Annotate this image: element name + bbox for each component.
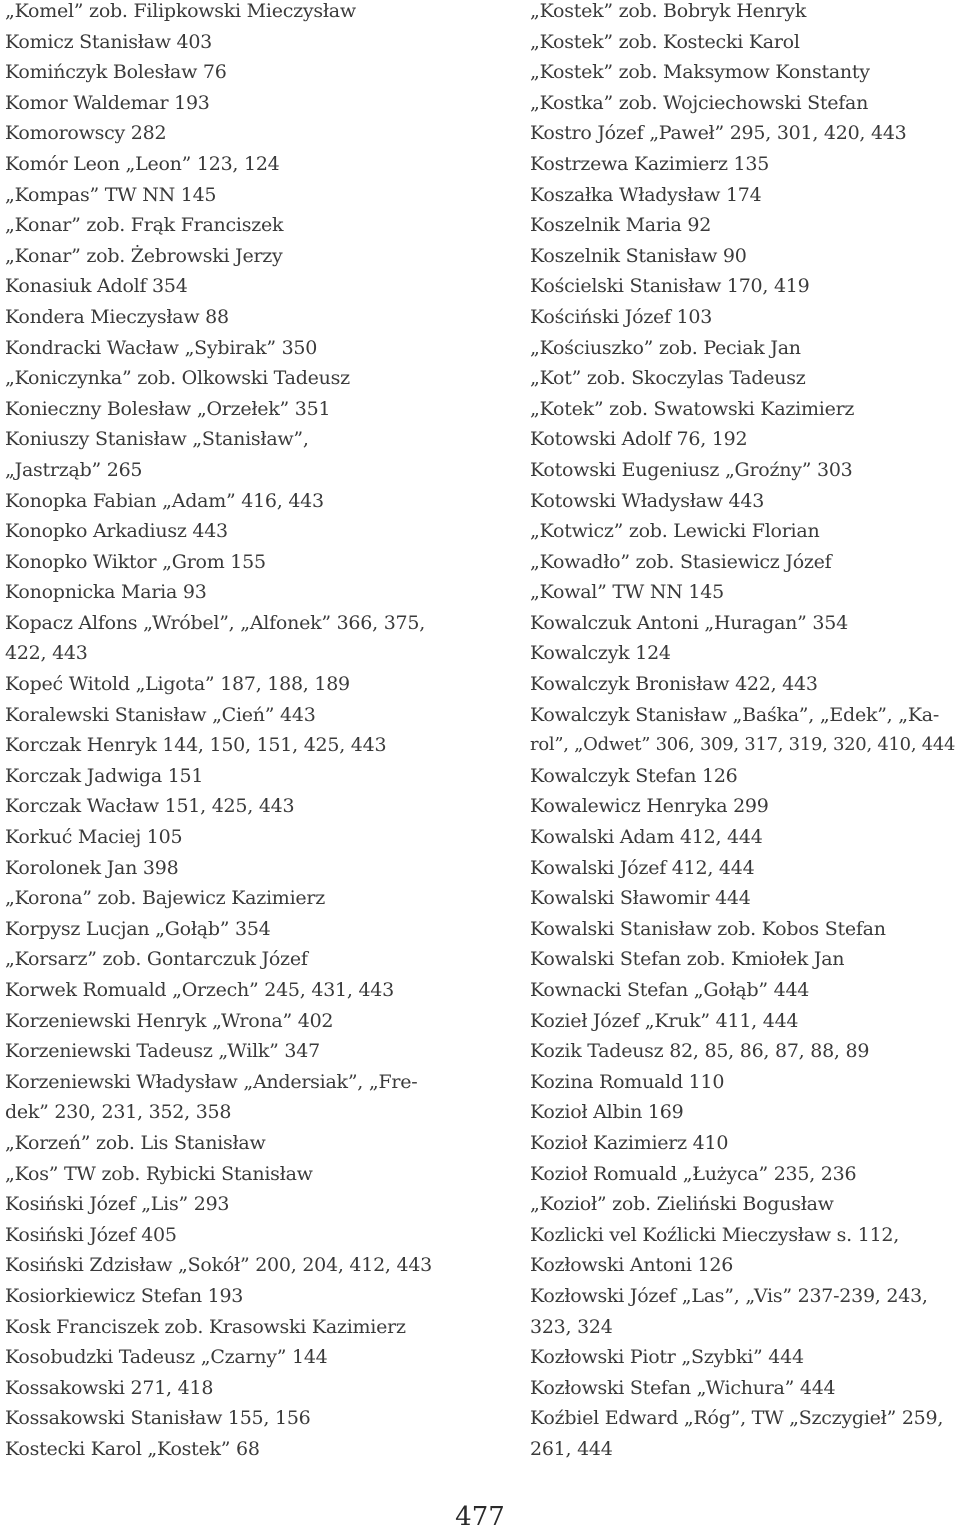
index-entry-line: Kozioł Romuald „Łużyca” 235, 236 [530, 1162, 857, 1185]
index-entry-line: Koźbiel Edward „Róg”, TW „Szczygieł” 259, [530, 1407, 944, 1430]
index-entry-line: Kosiński Zdzisław „Sokół” 200, 204, 412, 443 [5, 1254, 433, 1277]
index-entry-line: Kowalski Stefan zob. Kmiołek Jan [530, 948, 845, 971]
index-column-right [530, 0, 958, 1465]
index-entry-line: „Kostek” zob. Bobryk Henryk [530, 0, 807, 22]
index-entry-line: Koszelnik Stanisław 90 [530, 244, 747, 267]
index-entry-line: Kozłowski Piotr „Szybki” 444 [530, 1346, 804, 1369]
index-entry-line: Kowalski Sławomir 444 [530, 887, 751, 910]
index-entry-line: Kościński Józef 103 [530, 305, 713, 328]
index-entry-line: Koszelnik Maria 92 [530, 214, 712, 237]
index-entry-line: „Kos” TW zob. Rybicki Stanisław [5, 1162, 313, 1185]
index-entry-line: „Kozioł” zob. Zieliński Bogusław [530, 1193, 834, 1216]
index-entry-line: Kostecki Karol „Kostek” 68 [5, 1437, 260, 1460]
index-entry-line: Kopacz Alfons „Wróbel”, „Alfonek” 366, 375, [5, 611, 425, 634]
index-entry-line: Kotowski Eugeniusz „Groźny” 303 [530, 458, 853, 481]
index-entry-line: rol”, „Odwet” 306, 309, 317, 319, 320, 410, 444 [530, 734, 956, 756]
index-entry-line: Komicz Stanisław 403 [5, 30, 213, 53]
index-entry-line: Kosobudzki Tadeusz „Czarny” 144 [5, 1346, 328, 1369]
index-entry-line: Konieczny Bolesław „Orzełek” 351 [5, 397, 331, 420]
index-entry-line: Kowalczyk Stanisław „Baśka”, „Edek”, „Ka- [530, 703, 940, 726]
index-entry-line: Korpysz Lucjan „Gołąb” 354 [5, 917, 271, 940]
index-entry-line: Kowalski Stanisław zob. Kobos Stefan [530, 917, 886, 940]
index-entry-line: Kostro Józef „Paweł” 295, 301, 420, 443 [530, 122, 907, 145]
index-entry-line: Koniuszy Stanisław „Stanisław”, [5, 428, 309, 451]
index-entry-line: Kownacki Stefan „Gołąb” 444 [530, 979, 810, 1001]
index-entry-line: Koralewski Stanisław „Cień” 443 [5, 703, 316, 726]
index-entry-line: Kowalski Józef 412, 444 [530, 856, 755, 879]
index-entry-line: Kowalczuk Antoni „Huragan” 354 [530, 611, 848, 634]
index-entry-line: Kondera Mieczysław 88 [5, 305, 229, 328]
index-entry-line: Konasiuk Adolf 354 [5, 275, 188, 298]
index-entry-line: Komorowscy 282 [5, 122, 167, 145]
index-entry-line: Koszałka Władysław 174 [530, 183, 762, 206]
index-column-left [5, 0, 465, 1465]
index-entry-line: 261, 444 [530, 1437, 613, 1460]
index-entry-line: Korzeniewski Tadeusz „Wilk” 347 [5, 1040, 320, 1063]
index-entry-line: Kozłowski Antoni 126 [530, 1254, 734, 1277]
index-entry-line: Kozlicki vel Koźlicki Mieczysław s. 112, [530, 1223, 900, 1246]
index-entry-line: „Kowadło” zob. Stasiewicz Józef [530, 550, 832, 573]
index-entry-line: Kondracki Wacław „Sybirak” 350 [5, 336, 318, 359]
index-entry-line: „Kotek” zob. Swatowski Kazimierz [530, 397, 855, 420]
index-entry-line: „Kotwicz” zob. Lewicki Florian [530, 520, 820, 543]
index-entry-line: „Komel” zob. Filipkowski Mieczysław [5, 0, 356, 22]
index-entry-line: Kowalski Adam 412, 444 [530, 826, 763, 849]
index-entry-line: Kotowski Władysław 443 [530, 489, 765, 512]
index-entry-line: Kotowski Adolf 76, 192 [530, 428, 748, 451]
index-entry-line: „Kompas” TW NN 145 [5, 183, 217, 206]
index-entry-line: 422, 443 [5, 642, 88, 665]
index-entry-line: „Konar” zob. Żebrowski Jerzy [5, 244, 283, 267]
index-entry-line: Kostrzewa Kazimierz 135 [530, 152, 770, 175]
index-entry-line: Korzeniewski Henryk „Wrona” 402 [5, 1009, 334, 1032]
index-entry-line: dek” 230, 231, 352, 358 [5, 1101, 232, 1124]
index-entry-line: Kossakowski Stanisław 155, 156 [5, 1407, 311, 1430]
index-entry-line: Kowalczyk Stefan 126 [530, 764, 738, 787]
index-entry-line: Kopeć Witold „Ligota” 187, 188, 189 [5, 673, 350, 696]
index-entry-line: Korczak Henryk 144, 150, 151, 425, 443 [5, 734, 387, 757]
index-entry-line: „Kot” zob. Skoczylas Tadeusz [530, 367, 806, 390]
index-entry-line: Korczak Wacław 151, 425, 443 [5, 795, 295, 818]
index-entry-line: „Kostek” zob. Maksymow Konstanty [530, 61, 870, 84]
index-entry-line: „Konar” zob. Frąk Franciszek [5, 214, 284, 237]
index-entry-line: Kozieł Józef „Kruk” 411, 444 [530, 1009, 799, 1032]
index-entry-line: Konopko Wiktor „Grom 155 [5, 550, 266, 573]
index-entry-line: Korolonek Jan 398 [5, 856, 179, 879]
index-entry-line: Kowalewicz Henryka 299 [530, 795, 769, 818]
index-entry-line: Korzeniewski Władysław „Andersiak”, „Fre- [5, 1070, 418, 1093]
index-entry-line: „Kostek” zob. Kostecki Karol [530, 30, 800, 53]
index-entry-line: „Kostka” zob. Wojciechowski Stefan [530, 91, 869, 114]
index-entry-line: Kozioł Kazimierz 410 [530, 1131, 729, 1154]
page-number: 477 [455, 1502, 505, 1532]
index-entry-line: „Kowal” TW NN 145 [530, 581, 724, 604]
index-entry-line: Kosiński Józef „Lis” 293 [5, 1193, 230, 1216]
index-entry-line: Komór Leon „Leon” 123, 124 [5, 152, 280, 175]
index-entry-line: Komor Waldemar 193 [5, 91, 210, 114]
index-entry-line: Konopnicka Maria 93 [5, 581, 207, 604]
index-entry-line: Kowalczyk Bronisław 422, 443 [530, 673, 818, 696]
index-entry-line: Kowalczyk 124 [530, 642, 671, 665]
index-entry-line: Kościelski Stanisław 170, 419 [530, 275, 810, 298]
index-entry-line: Kossakowski 271, 418 [5, 1376, 214, 1399]
index-entry-line: Kosiorkiewicz Stefan 193 [5, 1284, 244, 1307]
index-entry-line: Konopko Arkadiusz 443 [5, 520, 228, 543]
index-entry-line: „Korsarz” zob. Gontarczuk Józef [5, 948, 308, 971]
index-entry-line: „Korzeń” zob. Lis Stanisław [5, 1131, 266, 1154]
index-entry-line: Kozłowski Stefan „Wichura” 444 [530, 1376, 836, 1399]
index-entry-line: Korwek Romuald „Orzech” 245, 431, 443 [5, 979, 394, 1001]
index-entry-line: „Jastrząb” 265 [5, 458, 143, 481]
index-entry-line: Kosiński Józef 405 [5, 1223, 177, 1246]
index-entry-line: Kosk Franciszek zob. Krasowski Kazimierz [5, 1315, 406, 1338]
index-entry-line: „Korona” zob. Bajewicz Kazimierz [5, 887, 325, 910]
index-entry-line: 323, 324 [530, 1315, 613, 1338]
index-entry-line: „Koniczynka” zob. Olkowski Tadeusz [5, 367, 350, 390]
index-entry-line: „Kościuszko” zob. Peciak Jan [530, 336, 801, 359]
index-entry-line: Korczak Jadwiga 151 [5, 764, 204, 787]
index-entry-line: Kozik Tadeusz 82, 85, 86, 87, 88, 89 [530, 1040, 870, 1063]
index-entry-line: Komińczyk Bolesław 76 [5, 61, 227, 84]
index-entry-line: Konopka Fabian „Adam” 416, 443 [5, 489, 324, 512]
index-entry-line: Kozioł Albin 169 [530, 1101, 684, 1124]
index-entry-line: Kozłowski Józef „Las”, „Vis” 237-239, 243, [530, 1284, 928, 1307]
index-entry-line: Kozina Romuald 110 [530, 1070, 725, 1093]
index-entry-line: Korkuć Maciej 105 [5, 826, 183, 849]
